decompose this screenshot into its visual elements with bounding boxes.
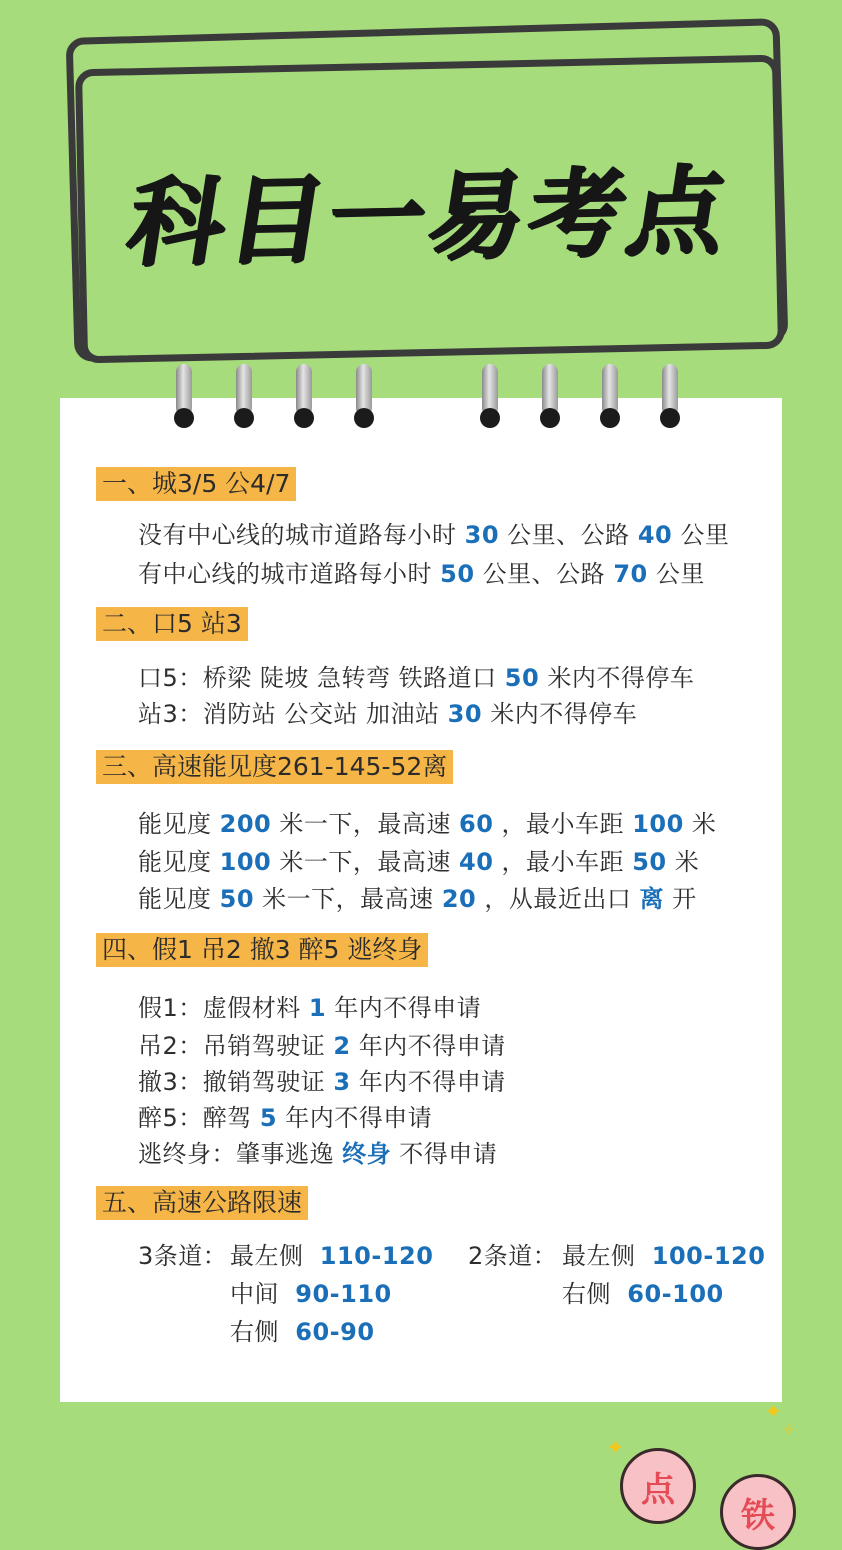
binder-ring <box>600 364 620 430</box>
section-heading: 三、高速能见度261-145-52离 <box>96 750 453 784</box>
rule-line: 能见度 100 米一下，最高速 40 ，最小车距 50 米 <box>138 848 700 876</box>
section-heading: 四、假1 吊2 撤3 醉5 逃终身 <box>96 933 428 967</box>
rule-line: 吊2：吊销驾驶证 2 年内不得申请 <box>138 1032 506 1060</box>
speed-row: 最左侧 100-120 <box>562 1242 766 1270</box>
rule-line: 撤3：撤销驾驶证 3 年内不得申请 <box>138 1068 506 1096</box>
binder-ring <box>354 364 374 430</box>
speed-row: 右侧 60-100 <box>562 1280 724 1308</box>
sticker-badge: 铁 <box>720 1474 796 1550</box>
binder-ring <box>540 364 560 430</box>
rule-line: 口5：桥梁 陡坡 急转弯 铁路道口 50 米内不得停车 <box>138 664 695 692</box>
rule-line: 能见度 50 米一下，最高速 20 ，从最近出口 离 开 <box>138 885 697 913</box>
title-card <box>75 55 785 364</box>
lane-label: 3条道： <box>138 1242 228 1270</box>
rule-line: 逃终身：肇事逃逸 终身 不得申请 <box>138 1140 498 1168</box>
rule-line: 能见度 200 米一下，最高速 60 ，最小车距 100 米 <box>138 810 717 838</box>
sparkle-icon: ✧ <box>782 1420 796 1439</box>
rule-line: 醉5：醉驾 5 年内不得申请 <box>138 1104 433 1132</box>
binder-ring <box>294 364 314 430</box>
rule-line: 有中心线的城市道路每小时 50 公里、公路 70 公里 <box>138 560 705 588</box>
binder-ring <box>480 364 500 430</box>
section-heading: 一、城3/5 公4/7 <box>96 467 296 501</box>
rule-line: 没有中心线的城市道路每小时 30 公里、公路 40 公里 <box>138 521 730 549</box>
rule-line: 站3：消防站 公交站 加油站 30 米内不得停车 <box>138 700 638 728</box>
section-heading: 二、口5 站3 <box>96 607 248 641</box>
speed-row: 中间 90-110 <box>230 1280 392 1308</box>
binder-ring <box>234 364 254 430</box>
sparkle-icon: ✦ <box>606 1436 625 1461</box>
sparkle-icon: ✦ <box>764 1400 783 1425</box>
lane-label: 2条道： <box>468 1242 558 1270</box>
binder-ring <box>660 364 680 430</box>
speed-row: 最左侧 110-120 <box>230 1242 434 1270</box>
binder-ring <box>174 364 194 430</box>
section-heading: 五、高速公路限速 <box>96 1186 308 1220</box>
sticker-badge: 点 <box>620 1448 696 1524</box>
rule-line: 假1：虚假材料 1 年内不得申请 <box>138 994 482 1022</box>
page-title: 科目一易考点 <box>120 154 738 280</box>
speed-row: 右侧 60-90 <box>230 1318 375 1346</box>
